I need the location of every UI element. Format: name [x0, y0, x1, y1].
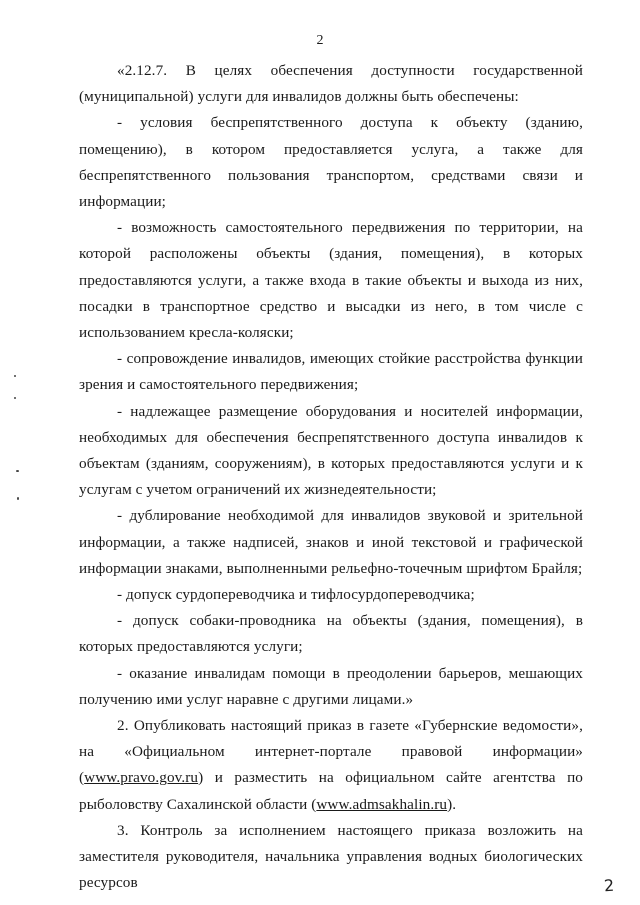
scan-speck	[16, 470, 19, 472]
admsakhalin-link[interactable]: www.admsakhalin.ru	[316, 795, 448, 813]
scan-speck	[17, 497, 19, 500]
list-item: - допуск сурдопереводчика и тифлосурдопереводчика;	[117, 586, 475, 604]
document-body	[79, 58, 583, 897]
list-item: - дублирование необходимой для инвалидов звуковой и зрительной информации, а также надписей, знаков и иной текстовой и графической информации знаками, выполненными рельефно-точечным шрифтом Брайля;	[79, 507, 583, 577]
pravo-link[interactable]: www.pravo.gov.ru	[84, 769, 199, 787]
point-2-text-after: ).	[447, 795, 457, 813]
list-item: - надлежащее размещение оборудования и носителей информации, необходимых для обеспечения беспрепятственного доступа инвалидов к объектам (зданиям, сооружениям), в которых предоставляются услуги и к услугам с учетом ограничений их жизнедеятельности;	[79, 402, 583, 499]
list-item: - оказание инвалидам помощи в преодолении барьеров, мешающих получению ими услуг наравне с другими лицами.»	[79, 664, 583, 708]
list-item: - условия беспрепятственного доступа к объекту (зданию, помещению), в котором предоставляется услуга, а также для беспрепятственного пользования транспортом, средствами связи и информации;	[79, 114, 583, 211]
page-number: 2	[316, 33, 324, 48]
section-intro: «2.12.7. В целях обеспечения доступности государственной (муниципальной) услуги для инвалидов должны быть обеспечены:	[79, 62, 583, 106]
list-item: - возможность самостоятельного передвижения по территории, на которой расположены объекты (здания, помещения), в которых предоставляются услуги, а также входа в такие объекты и выхода из них, посадки в транспортное средство и высадки из него, в том числе с использованием кресла-коляски;	[79, 219, 583, 342]
handwritten-page-mark: 2	[603, 875, 615, 896]
point-2-text-before: 2. Опубликовать настоящий приказ в газете «Губернские ведомости», на «Официальном интернет-портале правовой информации» (	[79, 717, 583, 787]
point-2-text-middle: ) и разместить на официальном сайте агентства по рыболовству Сахалинской области (	[79, 769, 583, 813]
paragraph-point-3: 3. Контроль за исполнением настоящего приказа возложить на заместителя руководителя, начальника управления водных биологических ресурсов	[79, 821, 583, 892]
list-item: - допуск собаки-проводника на объекты (здания, помещения), в которых предоставляются услуги;	[79, 612, 583, 656]
paragraph-point-2	[79, 713, 583, 818]
scan-speck	[14, 397, 16, 399]
list-item: - сопровождение инвалидов, имеющих стойкие расстройства функции зрения и самостоятельного передвижения;	[79, 350, 583, 394]
scan-speck	[14, 375, 16, 377]
